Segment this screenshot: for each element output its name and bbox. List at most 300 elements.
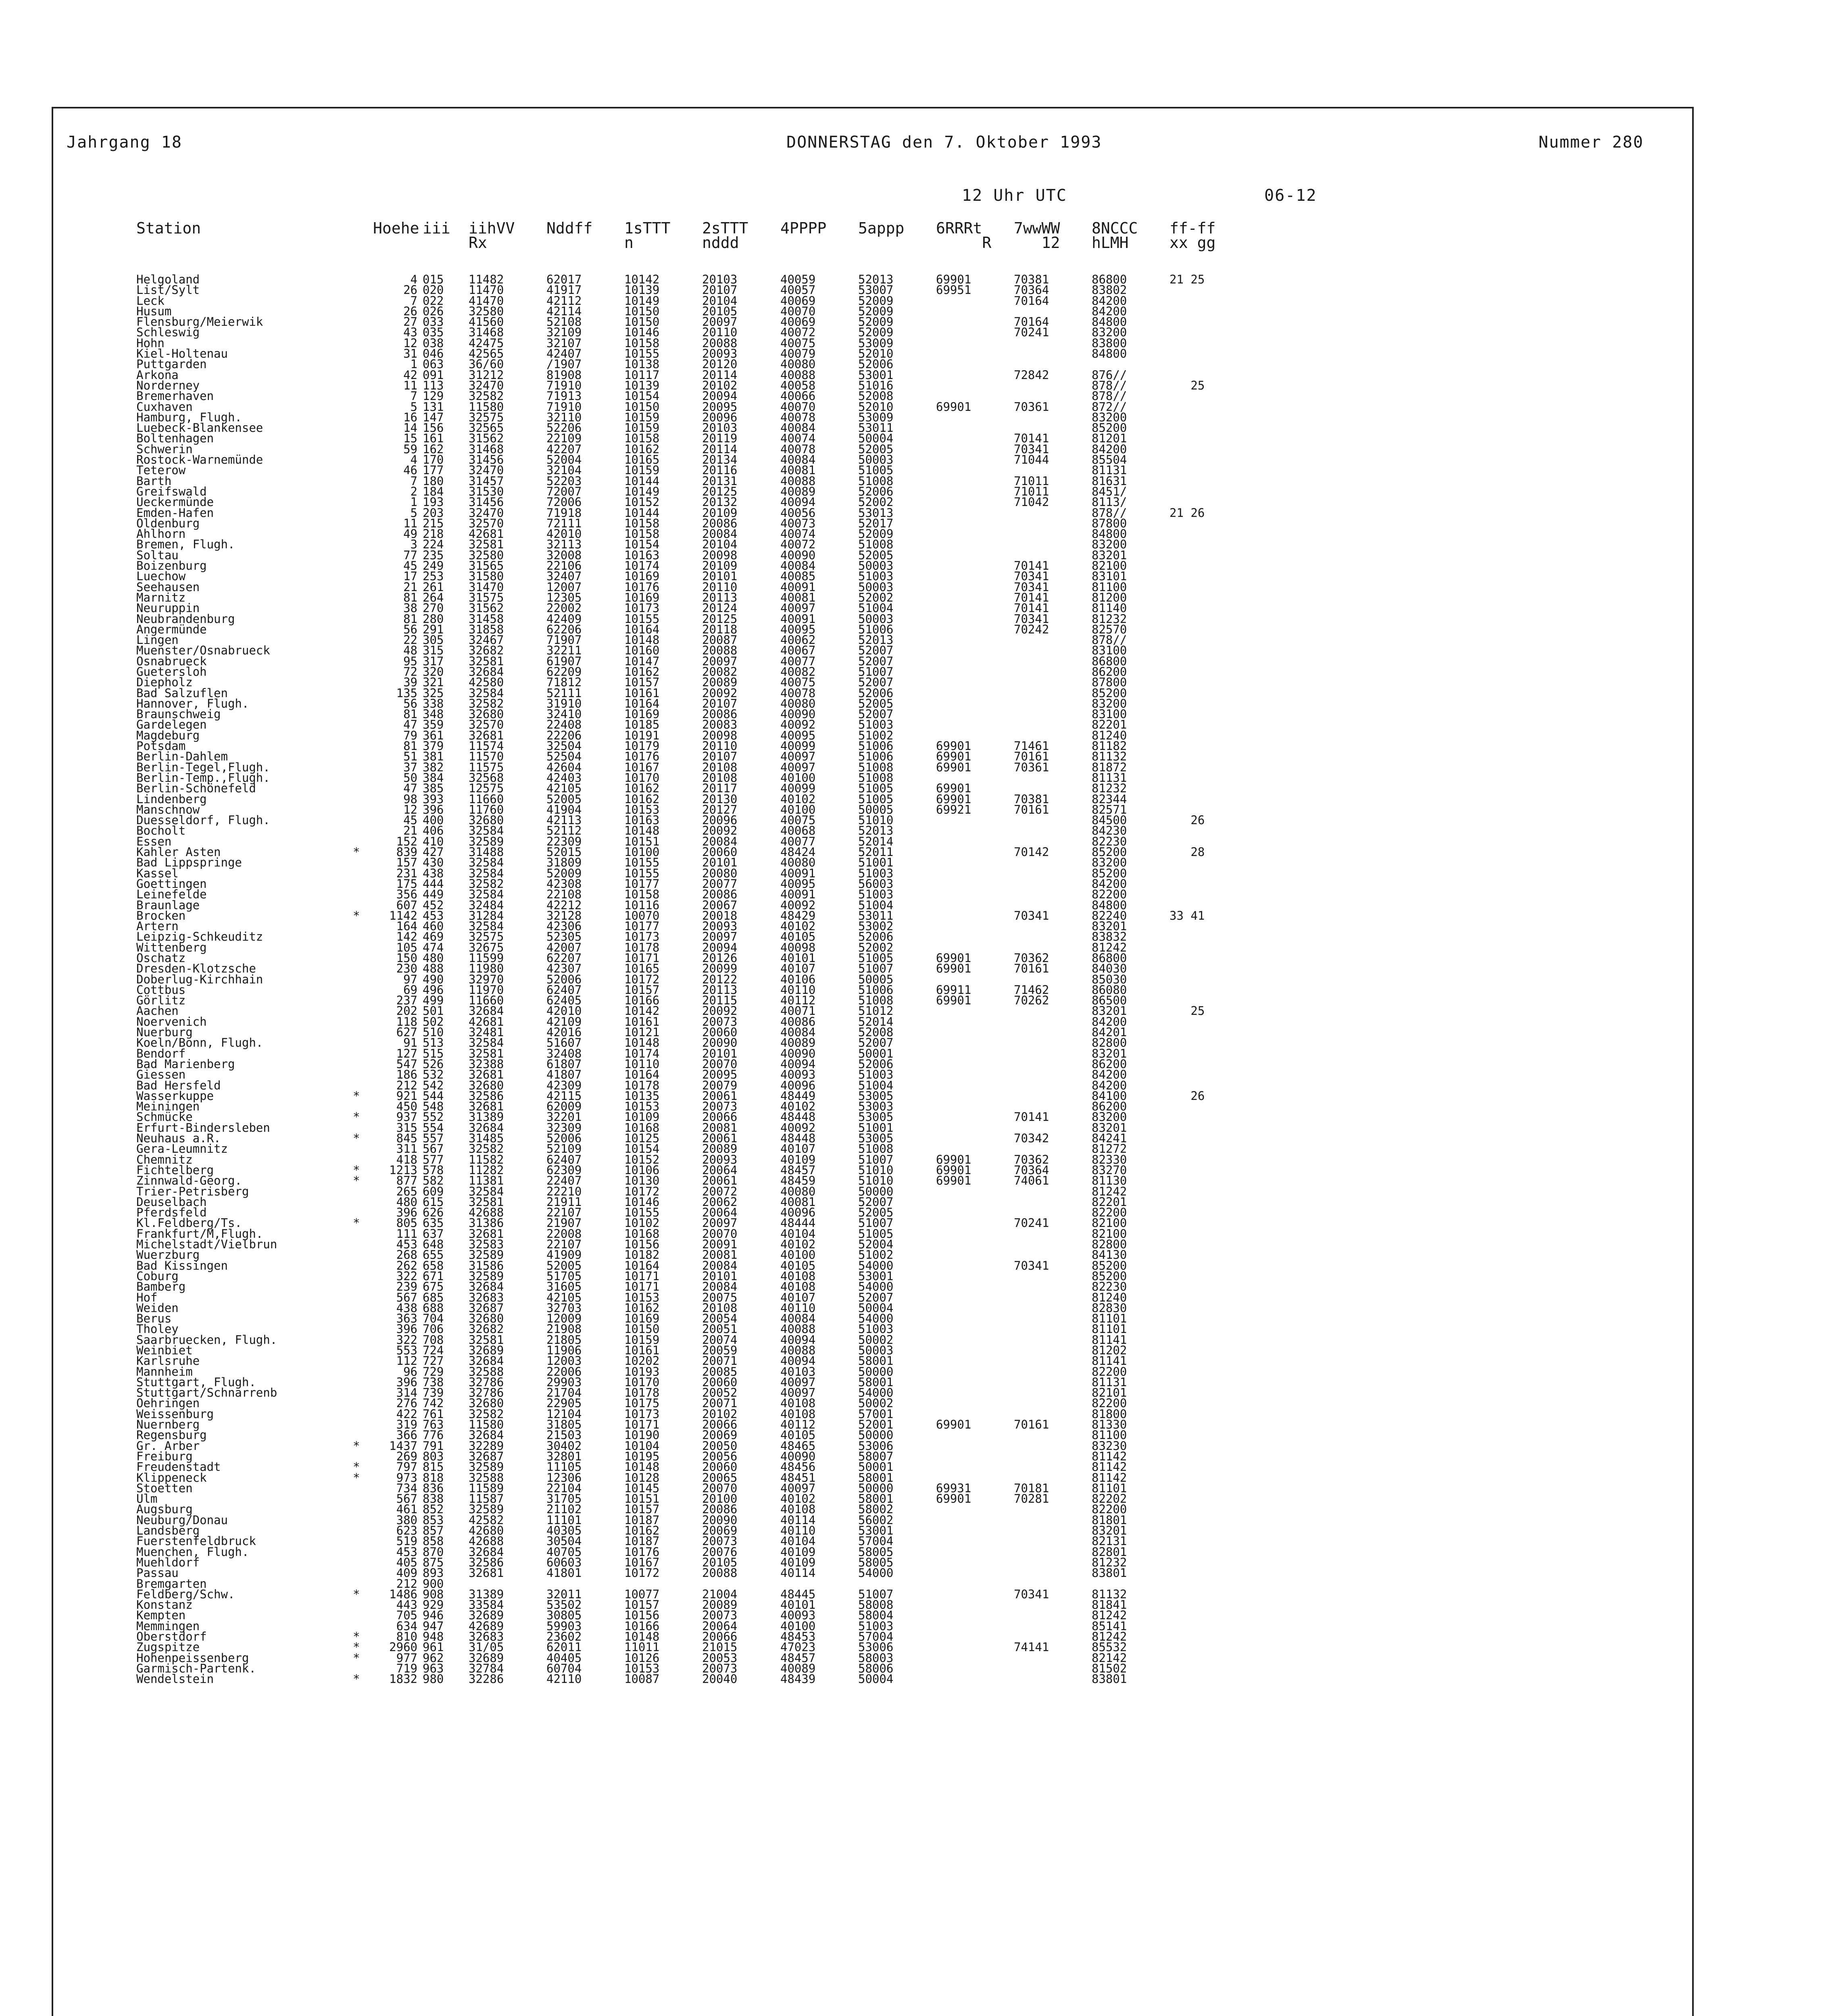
station-index: 567 [423,1142,444,1156]
group-4pppp: 40071 [780,1004,816,1018]
station-name: Luechow [136,569,186,583]
station-name: Bad Salzuflen [136,686,228,700]
station-index: 554 [423,1120,444,1135]
group-2sttt: 20096 [702,813,738,827]
group-2sttt: 20081 [702,1120,738,1135]
group-5appp: 52005 [858,1206,894,1220]
station-name: Rostock-Warnemünde [136,453,263,467]
station-name: Luebeck-Blankensee [136,421,263,435]
group-4pppp: 40067 [780,644,816,658]
group-nddff: 52203 [546,474,582,488]
group-7wwww: 70141 [1014,601,1049,615]
group-nddff: 21704 [546,1386,582,1400]
observation-time: 12 Uhr UTC [962,186,1067,205]
group-1sttt: 10158 [624,336,660,350]
station-name: Schwerin [136,442,193,456]
table-row [0,1674,1734,1684]
station-name: Giessen [136,1068,186,1082]
group-1sttt: 10155 [624,1206,660,1220]
group-7wwww: 70164 [1014,294,1049,308]
station-name: Magdeburg [136,728,200,742]
group-iihvv: 11660 [469,993,504,1008]
group-8nccc: 83100 [1092,707,1127,721]
group-5appp: 51003 [858,1619,894,1633]
group-nddff: 60704 [546,1661,582,1675]
group-1sttt: 10172 [624,1566,660,1580]
group-iihvv: 32684 [469,1004,504,1018]
group-5appp: 52006 [858,484,894,498]
group-iihvv: 32581 [469,1333,504,1347]
station-index: 400 [423,813,444,827]
group-5appp: 51010 [858,813,894,827]
station-name: Leck [136,294,165,308]
station-height: 79 [403,728,417,742]
group-1sttt: 10172 [624,1184,660,1198]
station-height: 59 [403,442,417,456]
station-height: 111 [396,1227,417,1241]
station-index: 578 [423,1163,444,1177]
group-2sttt: 20089 [702,675,738,689]
group-2sttt: 20114 [702,442,738,456]
group-8nccc: 83800 [1092,336,1127,350]
group-iihvv: 31468 [469,442,504,456]
station-name: Mannheim [136,1364,193,1379]
group-1sttt: 10110 [624,1057,660,1071]
group-1sttt: 10126 [624,1651,660,1665]
group-4pppp: 48448 [780,1110,816,1124]
station-index: 156 [423,421,444,435]
group-5appp: 52007 [858,1195,894,1209]
group-1sttt: 10077 [624,1587,660,1601]
mountain-mark: * [353,1630,360,1643]
group-5appp: 51007 [858,664,894,679]
station-height: 705 [396,1608,417,1622]
group-2sttt: 20125 [702,612,738,626]
group-iihvv: 32575 [469,410,504,424]
group-8nccc: 86080 [1092,983,1127,997]
group-nddff: 71918 [546,506,582,520]
mountain-mark: * [353,1174,360,1188]
group-4pppp: 40101 [780,1598,816,1612]
group-1sttt: 10162 [624,664,660,679]
group-4pppp: 40090 [780,1046,816,1060]
group-7wwww: 70364 [1014,1163,1049,1177]
group-iihvv: 32584 [469,856,504,870]
station-index: 396 [423,802,444,816]
group-4pppp: 40102 [780,919,816,933]
group-nddff: 22107 [546,1237,582,1252]
group-nddff: 52112 [546,824,582,838]
group-nddff: 22309 [546,834,582,848]
group-1sttt: 10146 [624,325,660,339]
station-name: Potsdam [136,739,186,753]
station-height: 12 [403,336,417,350]
group-8nccc: 876// [1092,368,1127,382]
column-header: 8NCCC hLMH [1092,219,1138,252]
group-iihvv: 32682 [469,644,504,658]
group-nddff: 62017 [546,273,582,286]
group-5appp: 53009 [858,410,894,424]
station-index: 020 [423,283,444,297]
group-6rrrt: 69901 [936,962,971,976]
station-height: 81 [403,590,417,604]
group-iihvv: 32589 [469,1460,504,1474]
group-1sttt: 10177 [624,877,660,891]
group-iihvv: 31386 [469,1216,504,1230]
group-2sttt: 20092 [702,824,738,838]
group-1sttt: 10174 [624,559,660,573]
group-1sttt: 10175 [624,1396,660,1410]
group-iihvv: 32589 [469,834,504,848]
station-name: Ulm [136,1492,158,1506]
group-8nccc: 82100 [1092,1216,1127,1230]
station-height: 45 [403,559,417,573]
station-index: 870 [423,1545,444,1559]
group-4pppp: 40102 [780,1492,816,1506]
group-iihvv: 32584 [469,1184,504,1198]
station-name: Manschnow [136,802,200,816]
group-5appp: 51002 [858,728,894,742]
group-iihvv: 32681 [469,1068,504,1082]
group-nddff: 32107 [546,336,582,350]
group-2sttt: 20062 [702,1195,738,1209]
column-header: iii [423,219,450,237]
group-4pppp: 40096 [780,1078,816,1092]
group-4pppp: 40110 [780,983,816,997]
station-index: 249 [423,559,444,573]
group-2sttt: 20118 [702,622,738,636]
station-height: 51 [403,750,417,764]
group-2sttt: 20097 [702,315,738,329]
station-height: 634 [396,1619,417,1633]
group-1sttt: 10145 [624,1481,660,1495]
group-iihvv: 32581 [469,1046,504,1060]
station-name: Weissenburg [136,1407,214,1421]
group-4pppp: 40108 [780,1502,816,1516]
group-2sttt: 20093 [702,1152,738,1166]
group-4pppp: 40080 [780,856,816,870]
station-height: 409 [396,1566,417,1580]
group-5appp: 52004 [858,1237,894,1252]
station-height: 17 [403,569,417,583]
group-5appp: 52008 [858,1025,894,1039]
group-8nccc: 82200 [1092,1206,1127,1220]
group-6rrrt: 69901 [936,739,971,753]
group-nddff: 42016 [546,1025,582,1039]
group-nddff: 21102 [546,1502,582,1516]
station-height: 15 [403,431,417,446]
station-index: 542 [423,1078,444,1092]
group-8nccc: 85200 [1092,686,1127,700]
group-5appp: 52014 [858,834,894,848]
group-8nccc: 85141 [1092,1619,1127,1633]
group-nddff: 62011 [546,1640,582,1654]
station-name: Boizenburg [136,559,207,573]
station-name: Guetersloh [136,664,207,679]
group-1sttt: 11011 [624,1640,660,1654]
station-index: 235 [423,548,444,562]
group-2sttt: 20073 [702,1608,738,1622]
group-nddff: 32104 [546,463,582,477]
column-header: iihVV Rx [469,219,515,252]
station-height: 322 [396,1269,417,1283]
group-1sttt: 10148 [624,824,660,838]
group-1sttt: 10157 [624,675,660,689]
group-iihvv: 41560 [469,315,504,329]
station-index: 852 [423,1502,444,1516]
group-8nccc: 82570 [1092,622,1127,636]
station-index: 015 [423,273,444,286]
group-nddff: 42604 [546,760,582,774]
group-4pppp: 40108 [780,1407,816,1421]
group-8nccc: 83801 [1092,1566,1127,1580]
gust-period: 06-12 [1264,186,1317,205]
group-iihvv: 31284 [469,908,504,923]
group-2sttt: 20073 [702,1661,738,1675]
group-8nccc: 878// [1092,506,1127,520]
group-nddff: 31705 [546,1492,582,1506]
group-8nccc: 85200 [1092,1258,1127,1272]
group-7wwww: 70341 [1014,1587,1049,1601]
group-iihvv: 32584 [469,887,504,902]
station-height: 11 [403,378,417,392]
group-2sttt: 20103 [702,273,738,286]
group-4pppp: 48439 [780,1672,816,1686]
station-height: 1142 [389,908,417,923]
station-index: 193 [423,495,444,509]
group-1sttt: 10167 [624,760,660,774]
group-2sttt: 20095 [702,1068,738,1082]
group-7wwww: 70341 [1014,1258,1049,1272]
group-nddff: 32408 [546,1046,582,1060]
group-2sttt: 20083 [702,718,738,732]
group-1sttt: 10070 [624,908,660,923]
station-height: 315 [396,1120,417,1135]
group-2sttt: 20094 [702,940,738,954]
group-nddff: 71910 [546,400,582,414]
group-1sttt: 10150 [624,400,660,414]
group-7wwww: 71461 [1014,739,1049,753]
group-5appp: 51003 [858,887,894,902]
mountain-mark: * [353,1651,360,1665]
group-2sttt: 20084 [702,1280,738,1294]
station-name: Cottbus [136,983,186,997]
group-nddff: 32410 [546,707,582,721]
group-7wwww: 74141 [1014,1640,1049,1654]
group-7wwww: 70281 [1014,1492,1049,1506]
station-height: 461 [396,1502,417,1516]
station-height: 1 [410,495,417,509]
station-name: Bremgarten [136,1577,207,1591]
group-1sttt: 10169 [624,707,660,721]
group-2sttt: 20093 [702,919,738,933]
station-name: Hannover, Flugh. [136,696,249,710]
station-height: 37 [403,760,417,774]
group-5appp: 50003 [858,559,894,573]
station-name: Greifswald [136,484,207,498]
group-8nccc: 83201 [1092,1046,1127,1060]
group-iihvv: 32584 [469,1036,504,1050]
group-5appp: 51010 [858,1163,894,1177]
station-index: 635 [423,1216,444,1230]
group-6rrrt: 69901 [936,951,971,965]
station-name: Berlin-Tegel,Flugh. [136,760,270,774]
group-5appp: 51005 [858,792,894,806]
group-1sttt: 10173 [624,1407,660,1421]
group-5appp: 52008 [858,389,894,403]
group-2sttt: 20108 [702,1301,738,1315]
group-5appp: 51005 [858,951,894,965]
station-index: 063 [423,357,444,371]
group-2sttt: 20124 [702,601,738,615]
group-1sttt: 10116 [624,898,660,912]
group-8nccc: 84201 [1092,1025,1127,1039]
group-nddff: 31910 [546,696,582,710]
group-1sttt: 10142 [624,1004,660,1018]
station-index: 510 [423,1025,444,1039]
group-iihvv: 33584 [469,1598,504,1612]
group-8nccc: 87800 [1092,675,1127,689]
group-2sttt: 20115 [702,993,738,1008]
group-2sttt: 20103 [702,421,738,435]
group-1sttt: 10161 [624,1343,660,1357]
group-1sttt: 10176 [624,580,660,594]
group-8nccc: 81142 [1092,1470,1127,1485]
station-name: Wasserkuppe [136,1089,214,1103]
group-1sttt: 10182 [624,1248,660,1262]
group-nddff: 42309 [546,1078,582,1092]
group-nddff: 32128 [546,908,582,923]
group-5appp: 51001 [858,1120,894,1135]
group-5appp: 56003 [858,877,894,891]
station-index: 253 [423,569,444,583]
group-nddff: 32011 [546,1587,582,1601]
station-height: 26 [403,283,417,297]
group-1sttt: 10173 [624,930,660,944]
group-2sttt: 20060 [702,845,738,859]
group-5appp: 52006 [858,357,894,371]
group-8nccc: 84800 [1092,898,1127,912]
group-1sttt: 10148 [624,633,660,647]
station-name: Ueckermünde [136,495,214,509]
group-5appp: 52017 [858,516,894,530]
group-1sttt: 10176 [624,1545,660,1559]
group-nddff: 32703 [546,1301,582,1315]
station-index: 724 [423,1343,444,1357]
station-name: Fichtelberg [136,1163,214,1177]
group-4pppp: 40107 [780,962,816,976]
group-1sttt: 10155 [624,856,660,870]
station-height: 77 [403,548,417,562]
station-name: Konstanz [136,1598,193,1612]
station-name: Erfurt-Bindersleben [136,1120,270,1135]
group-4pppp: 40073 [780,516,816,530]
group-iihvv: 11587 [469,1492,504,1506]
group-1sttt: 10158 [624,516,660,530]
group-5appp: 52009 [858,315,894,329]
station-height: 69 [403,983,417,997]
group-1sttt: 10162 [624,442,660,456]
station-name: Augsburg [136,1502,193,1516]
station-name: Oschatz [136,951,186,965]
group-8nccc: 83200 [1092,537,1127,552]
group-2sttt: 20099 [702,962,738,976]
group-4pppp: 40078 [780,686,816,700]
table-row [0,1568,1734,1578]
date-heading: DONNERSTAG den 7. Oktober 1993 [786,133,1102,152]
group-iihvv: 11574 [469,739,504,753]
group-iihvv: 32589 [469,1248,504,1262]
group-8nccc: 81202 [1092,1343,1127,1357]
station-height: 164 [396,919,417,933]
group-4pppp: 40097 [780,1375,816,1389]
group-1sttt: 10159 [624,1333,660,1347]
station-index: 658 [423,1258,444,1272]
station-index: 803 [423,1449,444,1463]
group-4pppp: 48448 [780,1131,816,1145]
group-7wwww: 70241 [1014,1216,1049,1230]
group-1sttt: 10168 [624,1227,660,1241]
group-4pppp: 40112 [780,993,816,1008]
station-index: 708 [423,1333,444,1347]
group-2sttt: 20077 [702,877,738,891]
group-8nccc: 82230 [1092,834,1127,848]
group-iihvv: 11660 [469,792,504,806]
group-2sttt: 20109 [702,506,738,520]
group-iihvv: 42680 [469,1524,504,1538]
group-2sttt: 20064 [702,1206,738,1220]
group-nddff: 71910 [546,378,582,392]
group-5appp: 50003 [858,580,894,594]
station-name: Feldberg/Schw. [136,1587,235,1601]
group-1sttt: 10179 [624,739,660,753]
group-iihvv: 42681 [469,527,504,541]
group-4pppp: 40075 [780,675,816,689]
group-2sttt: 20101 [702,1046,738,1060]
group-nddff: 52006 [546,1131,582,1145]
column-header: 5appp [858,219,905,237]
group-iihvv: 11980 [469,962,504,976]
station-index: 291 [423,622,444,636]
group-iihvv: 32687 [469,1449,504,1463]
station-name: Stoetten [136,1481,193,1495]
station-height: 175 [396,877,417,891]
group-1sttt: 10202 [624,1354,660,1368]
group-nddff: 41807 [546,1068,582,1082]
group-5appp: 51008 [858,537,894,552]
group-8nccc: 82100 [1092,559,1127,573]
group-4pppp: 40091 [780,866,816,880]
station-index: 502 [423,1014,444,1029]
group-2sttt: 20084 [702,527,738,541]
group-5appp: 52006 [858,1057,894,1071]
group-6rrrt: 69901 [936,1492,971,1506]
station-height: 363 [396,1312,417,1326]
group-iihvv: 32584 [469,824,504,838]
group-iihvv: 32680 [469,1312,504,1326]
group-1sttt: 10151 [624,1492,660,1506]
group-7wwww: 70342 [1014,1131,1049,1145]
group-4pppp: 48444 [780,1216,816,1230]
station-name: Angermünde [136,622,207,636]
group-iihvv: 32684 [469,1428,504,1442]
station-height: 319 [396,1418,417,1432]
group-4pppp: 48465 [780,1439,816,1453]
group-8nccc: 82800 [1092,1237,1127,1252]
group-5appp: 58002 [858,1502,894,1516]
group-1sttt: 10195 [624,1449,660,1463]
station-height: 418 [396,1152,417,1166]
